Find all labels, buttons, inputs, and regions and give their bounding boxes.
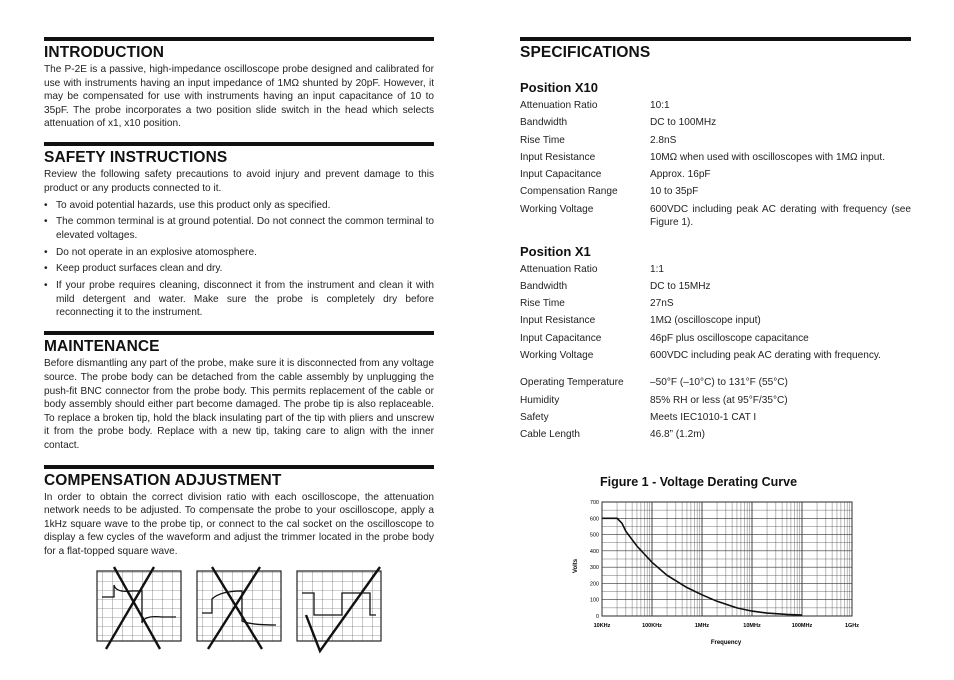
spec-row <box>520 332 911 349</box>
compensation-text: In order to obtain the correct division ratio with each oscilloscope, the attenuation network needs to be adjusted. To compensate the probe to your oscilloscope, apply a 1kHz square wave to the probe tip, or connect to the cal socket on the oscilloscope to display a few cycles of the waveform and adjust the trimmer located in the probe body for a flat-topped square wave. <box>44 491 434 557</box>
spec-row <box>520 428 911 445</box>
chart-x-ticks <box>594 623 860 629</box>
spec-value: Meets IEC1010-1 CAT I <box>650 411 757 423</box>
specifications-title: SPECIFICATIONS <box>520 44 651 61</box>
right-column <box>520 37 911 446</box>
spec-value: 1MΩ (oscilloscope input) <box>650 315 761 327</box>
chart-y-tick-label: 300 <box>589 565 599 572</box>
spec-value: 10MΩ when used with oscilloscopes with 1MΩ input. <box>650 151 886 163</box>
chart-y-ticks <box>590 500 599 620</box>
figure-title: Figure 1 - Voltage Derating Curve <box>600 475 798 489</box>
chart-grid <box>602 502 852 616</box>
spec-key: Input Capacitance <box>520 169 602 181</box>
chart-y-tick-label: 100 <box>589 597 599 604</box>
chart-x-label: Frequency <box>710 640 742 646</box>
chart-x-tick-label: 100KHz <box>642 623 662 629</box>
introduction-title: INTRODUCTION <box>44 44 165 61</box>
scope-panel-undercompensated <box>197 567 281 649</box>
position-x10-table <box>520 99 911 234</box>
position-x10-title: Position X10 <box>520 80 599 95</box>
safety-item: • Keep product surfaces clean and dry. <box>44 262 434 275</box>
spec-value: DC to 15MHz <box>650 280 711 292</box>
spec-key: Cable Length <box>520 429 581 441</box>
spec-row <box>520 134 911 151</box>
compensation-header <box>44 465 434 490</box>
safety-item: • If your probe requires cleaning, disconnect it from the instrument and clean it with mild detergent and water. Make sure the probe is completely dry before reconnecting it to the instrument. <box>44 279 434 319</box>
chart-y-tick-label: 600 <box>589 516 599 523</box>
maintenance-title: MAINTENANCE <box>44 338 160 356</box>
spec-value: –50°F (–10°C) to 131°F (55°C) <box>650 377 788 389</box>
chart-x-tick-label: 100MHz <box>791 623 813 629</box>
spec-row <box>520 411 911 428</box>
chart-x-tick-label: 10MHz <box>743 623 761 629</box>
compensation-illustrations <box>92 563 392 657</box>
spec-key: Safety <box>520 411 549 423</box>
general-spec-table <box>520 376 911 445</box>
spec-row <box>520 263 911 280</box>
spec-value: 27nS <box>650 298 674 310</box>
compensation-title: COMPENSATION ADJUSTMENT <box>44 471 282 489</box>
scope-panel-correct <box>297 567 381 651</box>
spec-value: DC to 100MHz <box>650 117 717 129</box>
spec-value: 600VDC including peak AC derating with frequency. <box>650 350 881 362</box>
spec-value: 10:1 <box>650 100 670 111</box>
voltage-derating-chart <box>560 494 870 650</box>
spec-key: Input Resistance <box>520 151 596 163</box>
spec-key: Operating Temperature <box>520 377 624 389</box>
safety-item: • The common terminal is at ground potential. Do not connect the common terminal to elevated voltages. <box>44 215 434 242</box>
chart-y-tick-label: 400 <box>589 548 599 555</box>
spec-row <box>520 314 911 331</box>
introduction-text: The P-2E is a passive, high-impedance oscilloscope probe designed and calibrated for use with instruments having an input impedance of 1MΩ shunted by 20pF. However, it may be compensated for use with instruments having an input capacitance of 10 to 35pF. The probe incorporates a two position slide switch in the head which selects attenuation of x1, x10 position. <box>44 64 434 130</box>
position-x1-table <box>520 263 911 367</box>
position-x1-title: Position X1 <box>520 243 591 259</box>
chart-y-label: Volts <box>573 558 579 574</box>
spec-row <box>520 168 911 185</box>
safety-list <box>44 199 434 320</box>
spec-value: 1:1 <box>650 263 665 275</box>
spec-row <box>520 185 911 202</box>
maintenance-text: Before dismantling any part of the probe, make sure it is disconnected from any voltage source. The probe body can be detached from the cable assembly by unplugging the push-fit BNC connector from the probe body. This permits replacement of the cable or body assembly should either part become damaged. The probe tip is also replaceable. To replace a broken tip, hold the black insulating part of the tip with pliers and unscrew it from the probe body. Replace with a new tip, taking care to align with the inner contact. <box>44 358 434 451</box>
chart-x-tick-label: 10KHz <box>593 623 611 629</box>
spec-row <box>520 99 911 116</box>
spec-key: Rise Time <box>520 134 565 146</box>
spec-row <box>520 280 911 297</box>
spec-key: Working Voltage <box>520 203 594 215</box>
spec-row <box>520 116 911 133</box>
spec-row <box>520 394 911 411</box>
left-column <box>44 37 434 558</box>
safety-item: • To avoid potential hazards, use this product only as specified. <box>44 199 434 212</box>
spec-value: 10 to 35pF <box>650 186 699 198</box>
spec-value: 2.8nS <box>650 134 677 146</box>
chart-x-tick-label: 1GHz <box>844 623 860 629</box>
spec-value: 46pF plus oscilloscope capacitance <box>650 332 809 344</box>
spec-row <box>520 151 911 168</box>
spec-key: Humidity <box>520 394 560 406</box>
spec-key: Rise Time <box>520 298 565 310</box>
chart-y-tick-label: 0 <box>595 614 599 620</box>
spec-key: Input Capacitance <box>520 332 602 344</box>
spec-key: Bandwidth <box>520 117 568 129</box>
spec-row <box>520 376 911 393</box>
scope-panel-overcompensated <box>97 567 181 649</box>
spec-key: Attenuation Ratio <box>520 263 598 275</box>
spec-value: 85% RH or less (at 95°F/35°C) <box>650 394 788 406</box>
safety-header <box>44 142 434 167</box>
spec-key: Input Resistance <box>520 315 596 327</box>
spec-key: Bandwidth <box>520 280 568 292</box>
spec-row <box>520 203 911 234</box>
maintenance-header <box>44 331 434 356</box>
specifications-header <box>520 37 911 62</box>
spec-key: Attenuation Ratio <box>520 100 598 111</box>
safety-intro: Review the following safety precautions to avoid injury and prevent damage to this product or any products connected to it. <box>44 168 434 194</box>
chart-y-tick-label: 200 <box>589 581 599 588</box>
spec-key: Compensation Range <box>520 186 618 198</box>
chart-x-tick-label: 1MHz <box>694 623 710 629</box>
chart-y-tick-label: 700 <box>589 500 599 506</box>
spec-value: Approx. 16pF <box>650 169 711 181</box>
spec-value: 46.8” (1.2m) <box>650 429 705 441</box>
chart-y-tick-label: 500 <box>589 532 599 539</box>
spec-row <box>520 349 911 366</box>
spec-row <box>520 297 911 314</box>
spec-key: Working Voltage <box>520 350 594 362</box>
safety-title: SAFETY INSTRUCTIONS <box>44 148 228 166</box>
introduction-header <box>44 37 434 62</box>
safety-item: • Do not operate in an explosive atomosphere. <box>44 246 434 259</box>
spec-value: 600VDC including peak AC derating with frequency (see Figure 1). <box>650 203 911 229</box>
